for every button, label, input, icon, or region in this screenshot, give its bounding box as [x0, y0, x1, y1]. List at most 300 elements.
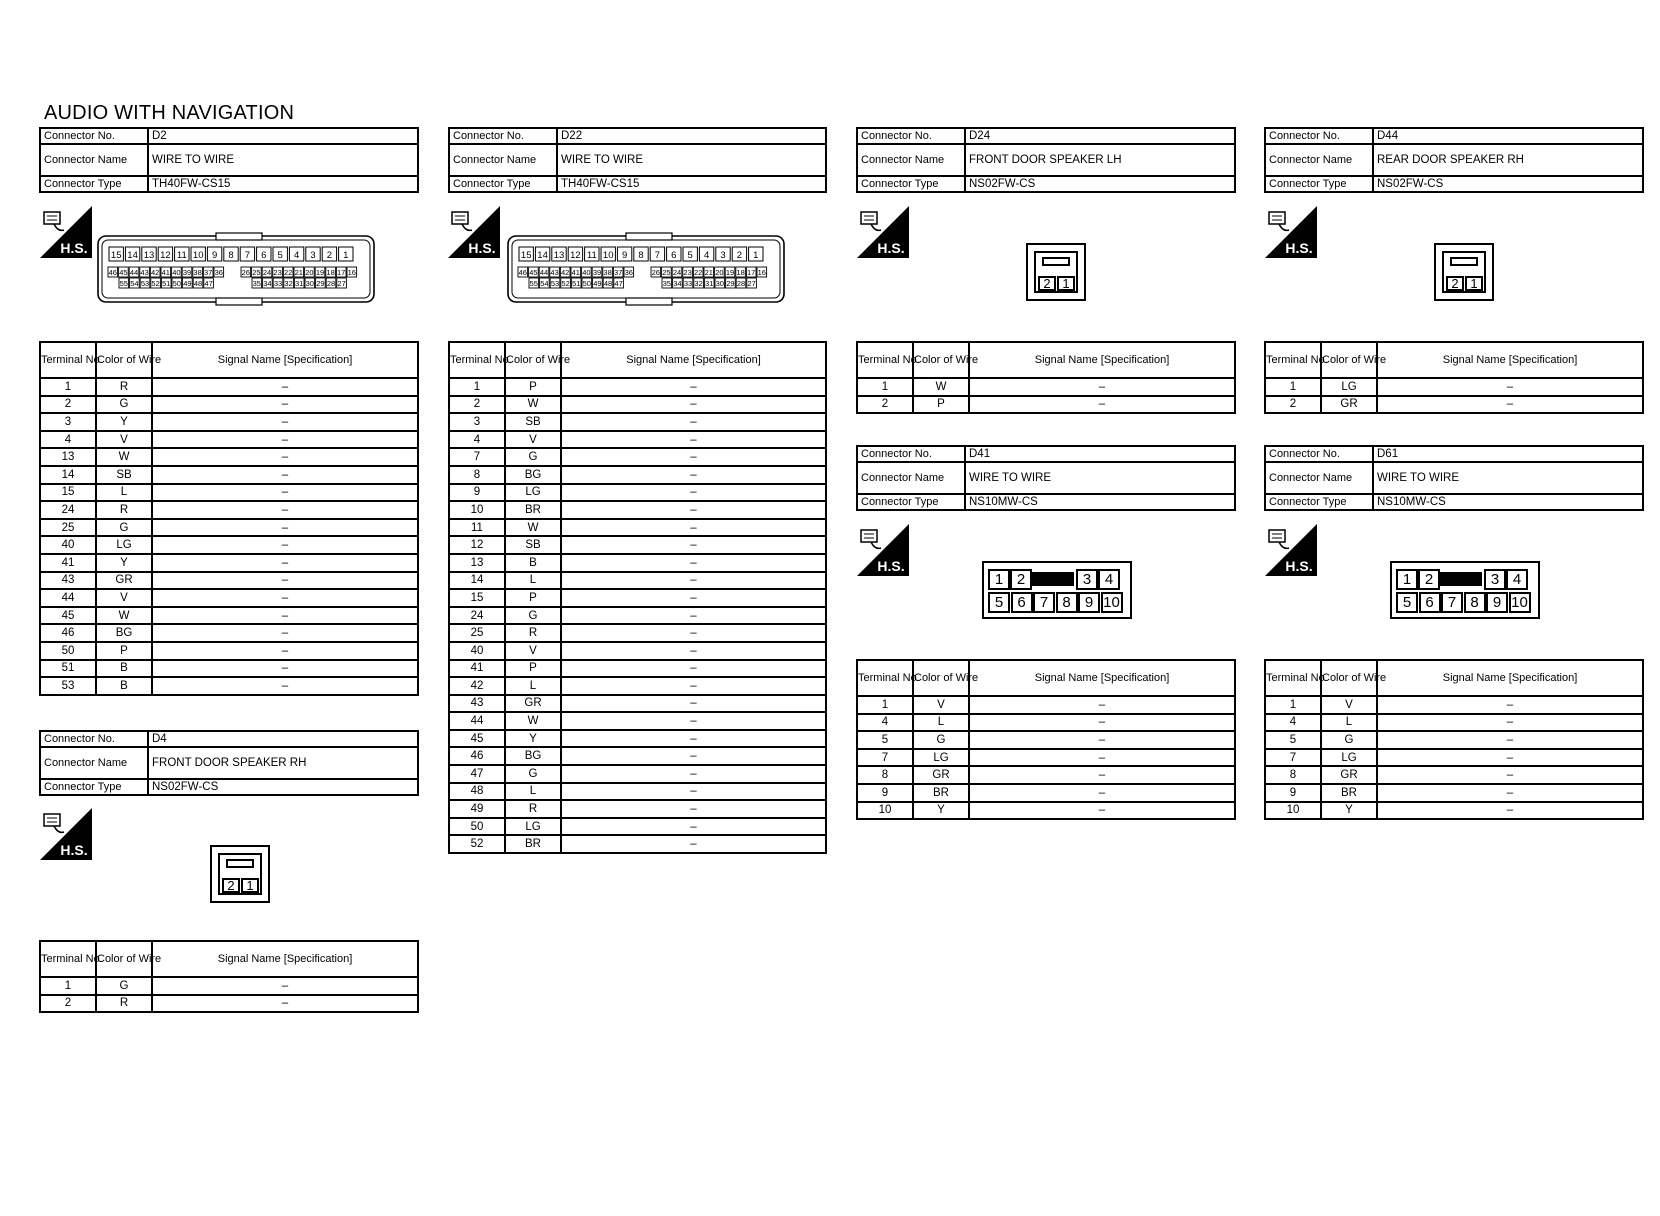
table-row — [449, 396, 826, 414]
terminal-no-cell: 1 — [857, 378, 913, 396]
connector-info-d61 — [1264, 445, 1644, 511]
wire-color-cell: GR — [96, 572, 152, 590]
signal-name-cell: – — [969, 784, 1235, 802]
signal-name-cell: – — [152, 519, 418, 537]
pin: 1 — [988, 569, 1010, 590]
svg-text:7: 7 — [244, 250, 251, 261]
terminal-table-d24 — [856, 341, 1236, 414]
terminal-no-header: Terminal No. — [1265, 342, 1321, 378]
table-row — [449, 554, 826, 572]
svg-text:41: 41 — [161, 268, 170, 277]
svg-text:15: 15 — [110, 250, 122, 261]
wire-color-cell: P — [505, 378, 561, 396]
terminal-no-header: Terminal No. — [449, 342, 505, 378]
terminal-no-header: Terminal No. — [1265, 660, 1321, 696]
signal-name-cell: – — [1377, 802, 1643, 820]
svg-text:53: 53 — [140, 279, 150, 288]
wire-color-cell: GR — [913, 766, 969, 784]
svg-text:30: 30 — [305, 279, 314, 288]
connector-no-label: Connector No. — [857, 446, 965, 462]
connector-type-value: NS10MW-CS — [965, 494, 1235, 510]
table-row — [40, 466, 418, 484]
table-row — [857, 731, 1235, 749]
connector-no-label: Connector No. — [449, 128, 557, 144]
terminal-no-header: Terminal No. — [857, 660, 913, 696]
terminal-no-cell: 1 — [1265, 378, 1321, 396]
table-row — [449, 783, 826, 801]
terminal-no-cell: 14 — [449, 572, 505, 590]
svg-text:16: 16 — [347, 268, 356, 277]
terminal-no-cell: 3 — [40, 413, 96, 431]
wire-color-cell: V — [505, 431, 561, 449]
table-row — [40, 431, 418, 449]
terminal-no-cell: 9 — [1265, 784, 1321, 802]
svg-text:6: 6 — [671, 250, 677, 261]
color-of-wire-header: Color of Wire — [913, 660, 969, 696]
pin: 9 — [1486, 592, 1508, 613]
svg-text:H.S.: H.S. — [1285, 558, 1313, 574]
terminal-no-cell: 2 — [40, 995, 96, 1013]
wire-color-cell: G — [505, 607, 561, 625]
signal-name-cell: – — [969, 749, 1235, 767]
terminal-no-cell: 50 — [40, 642, 96, 660]
connector-40pin-diagram — [96, 233, 376, 305]
terminal-no-cell: 40 — [449, 642, 505, 660]
wire-color-cell: SB — [96, 466, 152, 484]
connector-name-label: Connector Name — [40, 144, 148, 176]
svg-text:H.S.: H.S. — [877, 558, 905, 574]
svg-text:26: 26 — [651, 268, 660, 277]
pin: 2 — [222, 878, 240, 893]
table-row — [40, 642, 418, 660]
wire-color-cell: R — [505, 624, 561, 642]
svg-text:3: 3 — [720, 250, 726, 261]
signal-name-cell: – — [969, 378, 1235, 396]
table-row — [40, 660, 418, 678]
svg-text:22: 22 — [694, 268, 703, 277]
connector-name-value: REAR DOOR SPEAKER RH — [1373, 144, 1643, 176]
pin: 1 — [241, 878, 259, 893]
svg-text:14: 14 — [537, 250, 548, 261]
connector-type-label: Connector Type — [857, 176, 965, 192]
signal-name-header: Signal Name [Specification] — [1377, 342, 1643, 378]
terminal-no-cell: 15 — [449, 589, 505, 607]
table-row — [1265, 696, 1643, 714]
wire-color-cell: W — [96, 607, 152, 625]
terminal-no-cell: 5 — [857, 731, 913, 749]
table-row — [40, 607, 418, 625]
signal-name-cell: – — [561, 607, 826, 625]
svg-text:20: 20 — [715, 268, 724, 277]
terminal-no-cell: 11 — [449, 519, 505, 537]
wire-color-cell: L — [913, 714, 969, 732]
terminal-no-cell: 25 — [449, 624, 505, 642]
connector-no-label: Connector No. — [1265, 128, 1373, 144]
table-row — [449, 695, 826, 713]
table-row — [40, 378, 418, 396]
terminal-no-cell: 13 — [40, 448, 96, 466]
signal-name-cell: – — [152, 466, 418, 484]
connector-info-d24 — [856, 127, 1236, 193]
signal-name-cell: – — [1377, 731, 1643, 749]
signal-name-cell: – — [561, 378, 826, 396]
terminal-no-cell: 1 — [857, 696, 913, 714]
pin: 2 — [1010, 569, 1032, 590]
signal-name-cell: – — [561, 818, 826, 836]
table-row — [857, 766, 1235, 784]
pin: 3 — [1484, 569, 1506, 590]
table-row — [449, 607, 826, 625]
keying-block — [1440, 572, 1482, 586]
wire-color-cell: BG — [505, 747, 561, 765]
signal-name-cell: – — [152, 607, 418, 625]
signal-name-cell: – — [152, 536, 418, 554]
connector-type-value: NS10MW-CS — [1373, 494, 1643, 510]
svg-text:41: 41 — [571, 268, 580, 277]
terminal-no-cell: 44 — [40, 589, 96, 607]
signal-name-cell: – — [561, 396, 826, 414]
svg-text:7: 7 — [654, 250, 661, 261]
signal-name-cell: – — [969, 766, 1235, 784]
pin: 1 — [1057, 276, 1075, 291]
svg-text:53: 53 — [550, 279, 560, 288]
connector-name-value: WIRE TO WIRE — [1373, 462, 1643, 494]
terminal-no-cell: 10 — [857, 802, 913, 820]
svg-text:13: 13 — [143, 250, 155, 261]
signal-name-cell: – — [152, 977, 418, 995]
svg-text:18: 18 — [736, 268, 745, 277]
table-row — [449, 642, 826, 660]
table-row — [449, 835, 826, 853]
pin: 8 — [1464, 592, 1486, 613]
svg-text:39: 39 — [592, 268, 602, 277]
connector-info-d22 — [448, 127, 827, 193]
signal-name-cell: – — [152, 396, 418, 414]
svg-text:28: 28 — [326, 279, 336, 288]
signal-name-cell: – — [152, 995, 418, 1013]
svg-text:H.S.: H.S. — [60, 240, 88, 256]
signal-name-cell: – — [969, 731, 1235, 749]
pin: 5 — [988, 592, 1010, 613]
terminal-table-d4 — [39, 940, 419, 1013]
wire-color-cell: BR — [505, 501, 561, 519]
terminal-no-cell: 44 — [449, 712, 505, 730]
terminal-table-d22 — [448, 341, 827, 854]
wire-color-cell: LG — [96, 536, 152, 554]
terminal-no-cell: 40 — [40, 536, 96, 554]
svg-text:11: 11 — [176, 250, 187, 261]
terminal-no-cell: 41 — [449, 660, 505, 678]
connector-name-label: Connector Name — [449, 144, 557, 176]
wire-color-cell: SB — [505, 536, 561, 554]
signal-name-header: Signal Name [Specification] — [561, 342, 826, 378]
table-row — [40, 448, 418, 466]
svg-text:55: 55 — [119, 279, 128, 288]
terminal-no-cell: 24 — [449, 607, 505, 625]
wire-color-cell: B — [505, 554, 561, 572]
table-row — [857, 749, 1235, 767]
wire-color-cell: V — [1321, 696, 1377, 714]
signal-name-cell: – — [561, 747, 826, 765]
signal-name-cell: – — [152, 378, 418, 396]
wire-color-cell: LG — [505, 484, 561, 502]
color-of-wire-header: Color of Wire — [96, 342, 152, 378]
connector-type-label: Connector Type — [40, 176, 148, 192]
terminal-no-cell: 24 — [40, 501, 96, 519]
wire-color-cell: P — [505, 660, 561, 678]
table-row — [1265, 378, 1643, 396]
table-row — [449, 677, 826, 695]
svg-text:49: 49 — [183, 279, 192, 288]
wire-color-cell: LG — [505, 818, 561, 836]
connector-2pin-diagram — [1026, 243, 1086, 301]
signal-name-cell: – — [561, 660, 826, 678]
connector-type-label: Connector Type — [449, 176, 557, 192]
svg-text:1: 1 — [343, 250, 349, 261]
table-row — [857, 714, 1235, 732]
wire-color-cell: R — [96, 995, 152, 1013]
wire-color-cell: R — [505, 800, 561, 818]
terminal-no-cell: 43 — [40, 572, 96, 590]
signal-name-cell: – — [561, 448, 826, 466]
table-row — [449, 536, 826, 554]
wire-color-cell: W — [505, 712, 561, 730]
svg-text:40: 40 — [172, 268, 181, 277]
terminal-no-cell: 15 — [40, 484, 96, 502]
terminal-no-cell: 4 — [857, 714, 913, 732]
pin: 2 — [1446, 276, 1464, 291]
svg-text:30: 30 — [715, 279, 724, 288]
terminal-no-cell: 9 — [449, 484, 505, 502]
svg-text:8: 8 — [638, 250, 644, 261]
wire-color-cell: G — [913, 731, 969, 749]
wire-color-cell: P — [505, 589, 561, 607]
terminal-no-cell: 1 — [40, 378, 96, 396]
table-row — [449, 378, 826, 396]
latch — [1042, 257, 1070, 266]
signal-name-cell: – — [561, 783, 826, 801]
terminal-table-d41 — [856, 659, 1236, 820]
terminal-no-cell: 10 — [1265, 802, 1321, 820]
svg-text:46: 46 — [108, 268, 117, 277]
signal-name-cell: – — [561, 712, 826, 730]
signal-name-cell: – — [969, 396, 1235, 414]
table-row — [40, 677, 418, 695]
terminal-no-cell: 46 — [40, 624, 96, 642]
connector-name-label: Connector Name — [40, 747, 148, 779]
table-row — [449, 712, 826, 730]
svg-text:21: 21 — [294, 268, 303, 277]
pin: 7 — [1441, 592, 1463, 613]
terminal-no-cell: 12 — [449, 536, 505, 554]
svg-text:49: 49 — [593, 279, 602, 288]
terminal-no-cell: 4 — [449, 431, 505, 449]
connector-no-value: D4 — [148, 731, 418, 747]
connector-10pin-diagram — [982, 561, 1132, 619]
table-row — [1265, 784, 1643, 802]
svg-text:28: 28 — [736, 279, 746, 288]
svg-text:24: 24 — [672, 268, 682, 277]
wire-color-cell: GR — [1321, 766, 1377, 784]
wire-color-cell: BG — [505, 466, 561, 484]
terminal-no-cell: 51 — [40, 660, 96, 678]
signal-name-cell: – — [561, 431, 826, 449]
svg-text:1: 1 — [753, 250, 759, 261]
connector-info-d2 — [39, 127, 419, 193]
connector-type-label: Connector Type — [1265, 176, 1373, 192]
signal-name-cell: – — [561, 501, 826, 519]
table-row — [40, 396, 418, 414]
terminal-no-cell: 52 — [449, 835, 505, 853]
terminal-no-cell: 1 — [1265, 696, 1321, 714]
harness-side-icon — [1265, 206, 1317, 258]
svg-text:33: 33 — [683, 279, 693, 288]
svg-text:44: 44 — [129, 268, 139, 277]
svg-text:12: 12 — [160, 250, 171, 261]
wire-color-cell: LG — [913, 749, 969, 767]
svg-text:31: 31 — [705, 279, 714, 288]
svg-text:16: 16 — [757, 268, 766, 277]
connector-type-label: Connector Type — [40, 779, 148, 795]
svg-text:14: 14 — [127, 250, 138, 261]
pin: 9 — [1078, 592, 1100, 613]
pin: 6 — [1011, 592, 1033, 613]
connector-no-label: Connector No. — [1265, 446, 1373, 462]
signal-name-cell: – — [561, 413, 826, 431]
signal-name-cell: – — [561, 835, 826, 853]
signal-name-cell: – — [561, 695, 826, 713]
svg-text:29: 29 — [316, 279, 325, 288]
table-row — [449, 765, 826, 783]
terminal-table-d2 — [39, 341, 419, 696]
table-row — [449, 413, 826, 431]
table-row — [449, 484, 826, 502]
svg-text:42: 42 — [151, 268, 160, 277]
signal-name-cell: – — [969, 802, 1235, 820]
svg-text:51: 51 — [572, 279, 581, 288]
connector-no-value: D41 — [965, 446, 1235, 462]
wire-color-cell: P — [913, 396, 969, 414]
svg-text:9: 9 — [621, 250, 628, 261]
svg-text:24: 24 — [262, 268, 272, 277]
terminal-no-cell: 2 — [1265, 396, 1321, 414]
pin: 5 — [1396, 592, 1418, 613]
table-row — [40, 484, 418, 502]
signal-name-cell: – — [561, 519, 826, 537]
pin: 8 — [1056, 592, 1078, 613]
wire-color-cell: P — [96, 642, 152, 660]
svg-text:39: 39 — [182, 268, 192, 277]
terminal-no-cell: 1 — [449, 378, 505, 396]
connector-type-value: NS02FW-CS — [148, 779, 418, 795]
svg-text:37: 37 — [204, 268, 213, 277]
signal-name-cell: – — [152, 484, 418, 502]
signal-name-header: Signal Name [Specification] — [969, 342, 1235, 378]
svg-text:51: 51 — [162, 279, 171, 288]
wire-color-cell: SB — [505, 413, 561, 431]
wire-color-cell: V — [96, 431, 152, 449]
connector-no-label: Connector No. — [857, 128, 965, 144]
connector-no-value: D2 — [148, 128, 418, 144]
table-row — [40, 624, 418, 642]
connector-name-value: FRONT DOOR SPEAKER RH — [148, 747, 418, 779]
signal-name-cell: – — [152, 642, 418, 660]
wire-color-cell: BR — [913, 784, 969, 802]
wire-color-cell: B — [96, 660, 152, 678]
terminal-no-cell: 4 — [1265, 714, 1321, 732]
color-of-wire-header: Color of Wire — [96, 941, 152, 977]
signal-name-cell: – — [152, 572, 418, 590]
svg-text:27: 27 — [747, 279, 756, 288]
svg-text:17: 17 — [337, 268, 346, 277]
wire-color-cell: Y — [913, 802, 969, 820]
signal-name-cell: – — [969, 696, 1235, 714]
terminal-no-cell: 48 — [449, 783, 505, 801]
svg-text:35: 35 — [252, 279, 261, 288]
table-row — [857, 378, 1235, 396]
svg-text:23: 23 — [273, 268, 282, 277]
wire-color-cell: G — [96, 396, 152, 414]
wire-color-cell: BR — [1321, 784, 1377, 802]
svg-text:10: 10 — [602, 250, 614, 261]
table-row — [1265, 749, 1643, 767]
svg-text:47: 47 — [614, 279, 623, 288]
wire-color-cell: GR — [505, 695, 561, 713]
svg-text:H.S.: H.S. — [60, 842, 88, 858]
signal-name-cell: – — [152, 413, 418, 431]
table-row — [449, 624, 826, 642]
svg-text:3: 3 — [310, 250, 316, 261]
wire-color-cell: L — [505, 783, 561, 801]
signal-name-cell: – — [561, 554, 826, 572]
signal-name-cell: – — [1377, 784, 1643, 802]
signal-name-cell: – — [561, 730, 826, 748]
signal-name-cell: – — [561, 466, 826, 484]
table-row — [40, 554, 418, 572]
svg-text:19: 19 — [725, 268, 735, 277]
table-row — [40, 995, 418, 1013]
color-of-wire-header: Color of Wire — [505, 342, 561, 378]
connector-type-value: NS02FW-CS — [1373, 176, 1643, 192]
pin: 10 — [1509, 592, 1531, 613]
pin: 1 — [1465, 276, 1483, 291]
wire-color-cell: LG — [1321, 378, 1377, 396]
table-row — [449, 431, 826, 449]
signal-name-cell: – — [561, 800, 826, 818]
svg-text:26: 26 — [241, 268, 250, 277]
connector-no-label: Connector No. — [40, 128, 148, 144]
table-row — [449, 747, 826, 765]
connector-type-value: NS02FW-CS — [965, 176, 1235, 192]
terminal-no-cell: 8 — [449, 466, 505, 484]
wire-color-cell: W — [505, 519, 561, 537]
svg-text:36: 36 — [624, 268, 633, 277]
svg-text:50: 50 — [172, 279, 181, 288]
connector-type-label: Connector Type — [857, 494, 965, 510]
terminal-no-cell: 41 — [40, 554, 96, 572]
pin: 2 — [1038, 276, 1056, 291]
svg-text:5: 5 — [687, 250, 693, 261]
svg-text:11: 11 — [586, 250, 597, 261]
svg-text:38: 38 — [193, 268, 202, 277]
svg-text:34: 34 — [263, 279, 272, 288]
signal-name-cell: – — [152, 431, 418, 449]
svg-text:44: 44 — [539, 268, 549, 277]
svg-text:31: 31 — [295, 279, 304, 288]
signal-name-cell: – — [1377, 714, 1643, 732]
signal-name-cell: – — [561, 572, 826, 590]
svg-text:50: 50 — [582, 279, 591, 288]
